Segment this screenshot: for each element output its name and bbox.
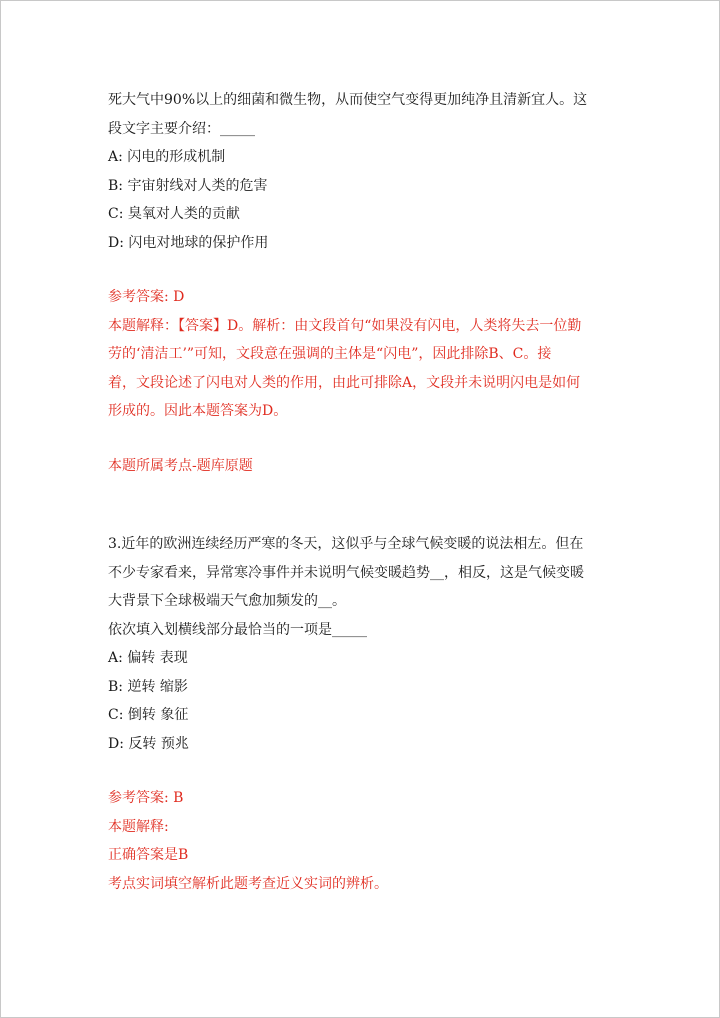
- document-body: [108, 86, 608, 898]
- question-3-stem: [108, 530, 608, 644]
- explanation-line: 本题解释：【答案】D。解析：由文段首句“如果没有闪电，人类将失去一位勤: [108, 317, 582, 334]
- option-a: A: 闪电的形成机制: [108, 149, 226, 165]
- question-2-topic: 本题所属考点-题库原题: [108, 457, 253, 474]
- explanation-line: 形成的。因此本题答案为D。: [108, 403, 288, 419]
- explanation-line: 劳的‘清洁工’”可知，文段意在强调的主体是“闪电”，因此排除B、C。接: [108, 346, 552, 362]
- explanation-line: 正确答案是B: [108, 847, 189, 863]
- explanation-line: 着，文段论述了闪电对人类的作用，由此可排除A，文段并未说明闪电是如何: [108, 374, 581, 391]
- question-3-answer: 参考答案: B: [108, 790, 184, 806]
- stem-line: 死大气中90%以上的细菌和微生物，从而使空气变得更加纯净且清新宜人。这: [108, 92, 588, 108]
- option-a: A: 偏转 表现: [108, 650, 188, 666]
- option-c: C: 倒转 象征: [108, 707, 189, 723]
- stem-line: 大背景下全球极端天气愈加频发的__。: [108, 593, 346, 609]
- stem-line: 段文字主要介绍：_____: [108, 120, 255, 137]
- option-d: D: 闪电对地球的保护作用: [108, 234, 269, 251]
- option-b: B: 宇宙射线对人类的危害: [108, 177, 268, 194]
- question-2-options: [108, 143, 608, 257]
- explanation-line: 考点实词填空解析此题考查近义实词的辨析。: [108, 875, 388, 892]
- stem-line: 3.近年的欧洲连续经历严寒的冬天，这似乎与全球气候变暖的说法相左。但在: [108, 536, 584, 552]
- explanation-line: 本题解释:: [108, 818, 169, 835]
- question-2-explanation: [108, 312, 608, 426]
- question-3-options: [108, 644, 608, 758]
- question-2-stem: [108, 86, 608, 143]
- stem-line: 依次填入划横线部分最恰当的一项是_____: [108, 621, 367, 638]
- option-b: B: 逆转 缩影: [108, 678, 188, 695]
- stem-line: 不少专家看来，异常寒冷事件并未说明气候变暖趋势__，相反，这是气候变暖: [108, 564, 584, 581]
- question-2-answer: 参考答案: D: [108, 289, 185, 305]
- question-3-explanation: [108, 813, 608, 899]
- option-d: D: 反转 预兆: [108, 735, 189, 752]
- option-c: C: 臭氧对人类的贡献: [108, 206, 240, 222]
